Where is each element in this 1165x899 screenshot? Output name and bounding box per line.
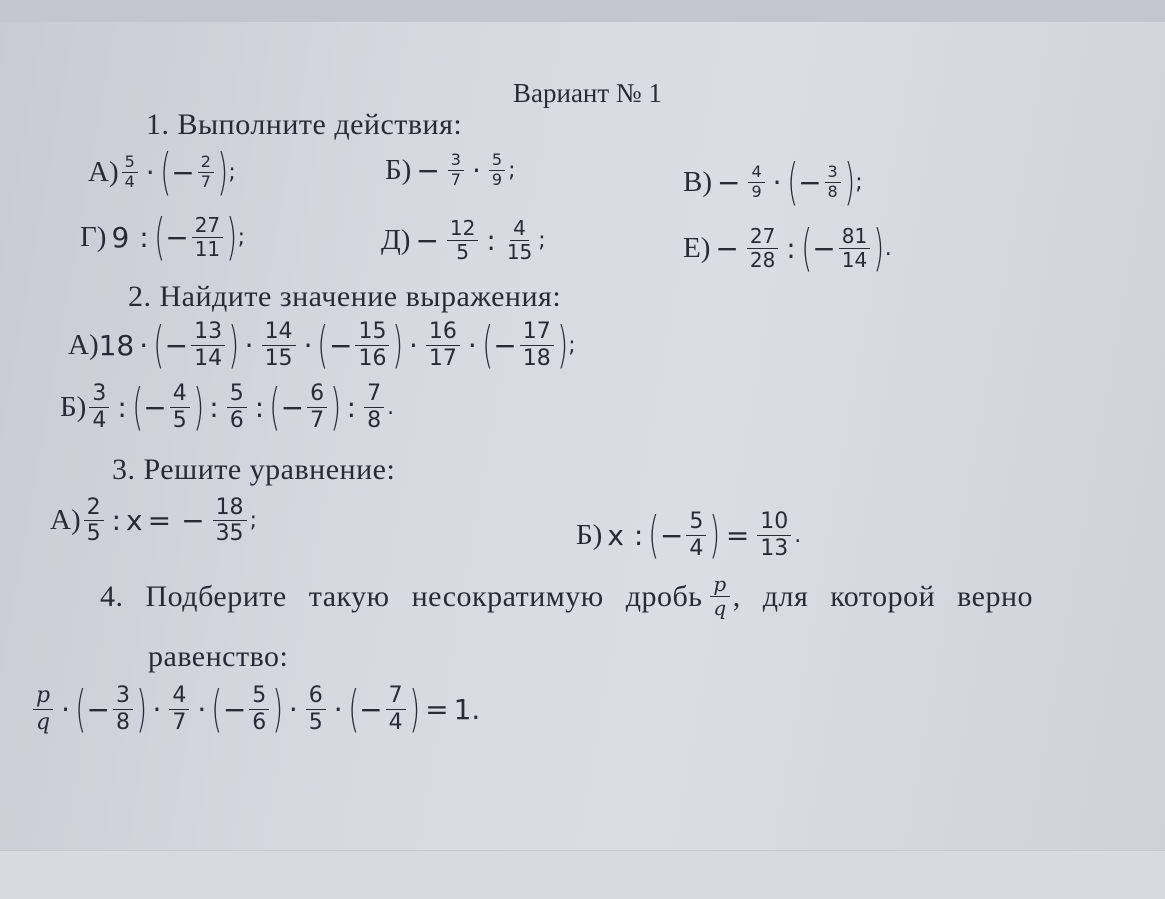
fraction: $\frac{3}{8}$ bbox=[825, 164, 841, 201]
task3-b: Б) x : ( − $\frac{5}{4}$ ) = $\frac{10}{13}$ . bbox=[576, 506, 802, 564]
task3-a-label: А) bbox=[50, 504, 81, 537]
task1-a-label: А) bbox=[88, 155, 119, 188]
fraction: $\frac{7}{4}$ bbox=[386, 684, 406, 733]
task2-b-label: Б) bbox=[60, 390, 87, 423]
task1-b: Б) − $\frac{3}{7}$ · $\frac{5}{9}$ ; bbox=[385, 150, 516, 189]
task1-g: Г) 9 : ( − $\frac{27}{11}$ ) ; bbox=[80, 208, 246, 266]
task4-equation: $\frac{p}{q}$ · ( − $\frac{3}{8}$ ) · $\frac{4}{7}$ · ( − $\frac{5}{6}$ ) · $\frac{6}{5}$ · ( − $\frac{7}{4}$ ) = 1. bbox=[30, 684, 480, 734]
fraction: $\frac{17}{18}$ bbox=[520, 320, 554, 369]
task2-b: Б) $\frac{3}{4}$ : ( − $\frac{4}{5}$ ) : $\frac{5}{6}$ : ( − $\frac{6}{7}$ ) : $\frac{7}{8}$ . bbox=[60, 378, 395, 436]
task1-heading: 1. Выполните действия: bbox=[146, 108, 463, 141]
task4-line2: равенство: bbox=[148, 640, 289, 673]
task1-d-label: Д) bbox=[381, 224, 411, 256]
task1-e: Е) − $\frac{27}{28}$ : ( − $\frac{81}{14}$ ) . bbox=[683, 219, 892, 277]
fraction: $\frac{4}{5}$ bbox=[170, 382, 190, 431]
fraction: $\frac{6}{7}$ bbox=[307, 382, 327, 431]
fraction: $\frac{16}{17}$ bbox=[426, 320, 460, 369]
fraction: $\frac{6}{5}$ bbox=[306, 684, 326, 733]
task1-b-label: Б) bbox=[385, 153, 412, 186]
task2-a-label: А) bbox=[68, 328, 99, 361]
task3-b-label: Б) bbox=[576, 518, 603, 551]
fraction: $\frac{4}{9}$ bbox=[748, 164, 764, 201]
fraction: $\frac{10}{13}$ bbox=[757, 510, 791, 559]
fraction: $\frac{81}{14}$ bbox=[839, 226, 870, 271]
task2-a: А) 18 · ( − $\frac{13}{14}$ ) · $\frac{14}{15}$ · ( − $\frac{15}{16}$ ) · $\frac{16}{17}$ · ( − $\frac{17}{18}$ ) ; bbox=[68, 316, 576, 374]
task3-heading: 3. Решите уравнение: bbox=[112, 453, 396, 486]
task2-heading: 2. Найдите значение выражения: bbox=[128, 280, 562, 313]
fraction: $\frac{18}{35}$ bbox=[213, 496, 247, 545]
task1-e-label: Е) bbox=[683, 231, 711, 264]
fraction-p-q: $\frac{p}{q}$ bbox=[710, 574, 729, 619]
task4-text-start: 4. Подберите такую несократимую дробь bbox=[100, 579, 703, 613]
fraction: $\frac{3}{8}$ bbox=[113, 684, 133, 733]
fraction: $\frac{15}{16}$ bbox=[355, 320, 389, 369]
fraction: $\frac{12}{5}$ bbox=[447, 218, 478, 263]
task4-line1 bbox=[100, 574, 1033, 619]
task1-v-label: В) bbox=[683, 165, 712, 198]
task3-a: А) $\frac{2}{5}$ : x = − $\frac{18}{35}$ ; bbox=[50, 495, 257, 547]
fraction: $\frac{4}{15}$ bbox=[506, 216, 533, 264]
fraction: $\frac{27}{28}$ bbox=[747, 226, 778, 271]
task1-d: Д) − $\frac{12}{5}$ : $\frac{4}{15}$ ; bbox=[381, 216, 546, 264]
fraction: $\frac{3}{7}$ bbox=[448, 152, 464, 189]
task1-g-label: Г) bbox=[80, 220, 107, 253]
fraction: $\frac{5}{4}$ bbox=[122, 154, 138, 191]
fraction: $\frac{3}{4}$ bbox=[89, 382, 109, 431]
fraction: $\frac{5}{6}$ bbox=[227, 382, 247, 431]
paper-edge-bottom bbox=[0, 850, 1165, 899]
fraction-p-q: $\frac{p}{q}$ bbox=[33, 684, 53, 733]
fraction: $\frac{5}{9}$ bbox=[489, 152, 505, 189]
fraction: $\frac{4}{7}$ bbox=[169, 684, 189, 733]
fraction: $\frac{5}{4}$ bbox=[686, 510, 706, 559]
fraction: $\frac{2}{7}$ bbox=[198, 154, 214, 191]
fraction: $\frac{13}{14}$ bbox=[191, 320, 225, 369]
fraction: $\frac{14}{15}$ bbox=[262, 320, 296, 369]
paper-edge-top bbox=[0, 0, 1165, 22]
fraction: $\frac{5}{6}$ bbox=[249, 684, 269, 733]
task1-a: А) $\frac{5}{4}$ · ( − $\frac{2}{7}$ ) ; bbox=[88, 143, 236, 201]
fraction: $\frac{7}{8}$ bbox=[364, 382, 384, 431]
fraction: $\frac{2}{5}$ bbox=[84, 496, 104, 545]
fraction: $\frac{27}{11}$ bbox=[192, 215, 223, 260]
task1-v: В) − $\frac{4}{9}$ · ( − $\frac{3}{8}$ ) ; bbox=[683, 153, 863, 211]
task4-text-end: , для которой верно bbox=[732, 579, 1034, 613]
variant-title: Вариант № 1 bbox=[513, 78, 662, 108]
